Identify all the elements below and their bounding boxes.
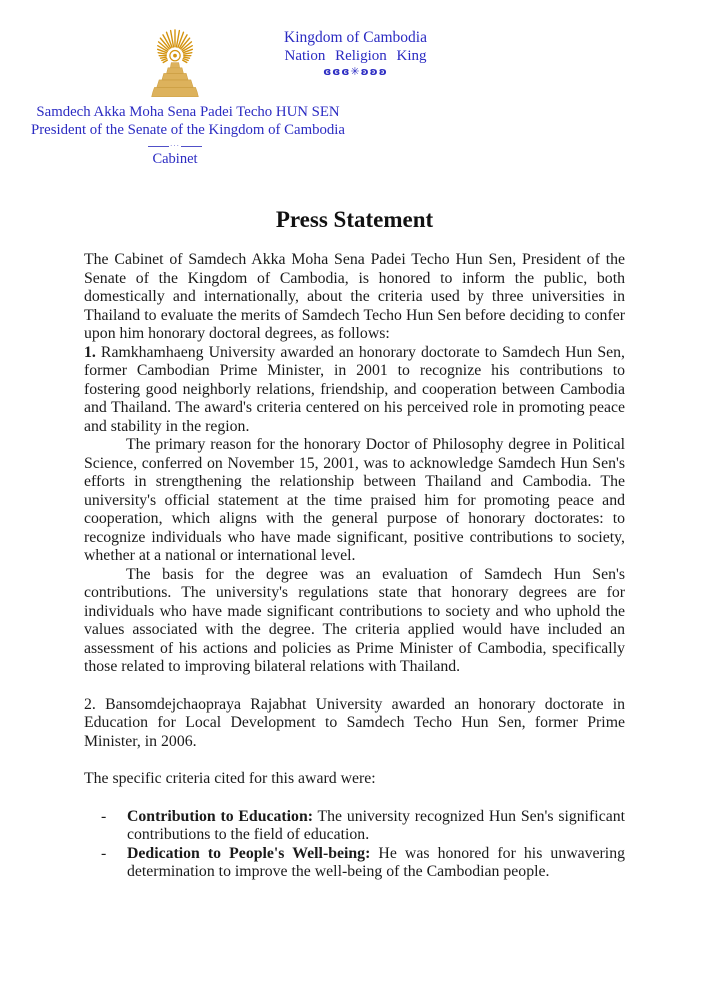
point-1-number: 1. bbox=[84, 343, 96, 361]
paragraph-point-1-detail-2: The basis for the degree was an evaluation of Samdech Hun Sen's contributions. The university's regulations state that honorary degrees are for individuals who have made significant contributions to society and who uphold the values associated with the degree. The criteria applied would have included an assessment of his actions and policies as Prime Minister of Cambodia, specifically those related to improving bilateral relations with Thailand. bbox=[84, 565, 625, 675]
list-item bbox=[101, 808, 625, 845]
kingdom-block bbox=[0, 29, 711, 78]
bullet-label: Dedication to People's Well-being: bbox=[127, 844, 371, 862]
bullet-marker: - bbox=[101, 807, 107, 825]
bullet-text: He was honored for his unwavering determination to improve the well-being of the Cambodian people. bbox=[127, 844, 625, 880]
official-name-block bbox=[20, 104, 356, 139]
letterhead bbox=[0, 0, 711, 180]
nation-religion-king-text: Nation Religion King bbox=[284, 48, 427, 64]
paragraph-point-1-detail-1: The primary reason for the honorary Doctor of Philosophy degree in Political Science, conferred on November 15, 2001, was to acknowledge Samdech Hun Sen's efforts in strengthening the relationship between Thailand and Cambodia. The university's official statement at the time praised him for promoting peace and cooperation, which aligns with the general purpose of honorary doctorates: to recognize individuals who have made significant, positive contributions to society, whether at a national or international level. bbox=[84, 436, 625, 564]
divider-dots-icon bbox=[169, 144, 181, 148]
cabinet-label: Cabinet bbox=[152, 151, 198, 167]
document-body bbox=[84, 206, 625, 882]
paragraph-point-2: 2. Bansomdejchaopraya Rajabhat University awarded an honorary doctorate in Education for Local Development to Samdech Techo Hun Sen, former Prime Minister, in 2006. bbox=[84, 695, 625, 750]
official-title-text: President of the Senate of the Kingdom of Cambodia bbox=[31, 121, 345, 138]
divider-line bbox=[148, 146, 169, 147]
cabinet-divider bbox=[148, 144, 202, 148]
divider-line bbox=[181, 146, 202, 147]
page-title: Press Statement bbox=[275, 207, 434, 232]
official-name-text: Samdech Akka Moha Sena Padei Techo HUN SEN bbox=[36, 104, 340, 120]
criteria-list bbox=[101, 808, 625, 882]
bullet-content bbox=[127, 845, 625, 882]
bullet-content bbox=[127, 808, 625, 845]
paragraph-intro: The Cabinet of Samdech Akka Moha Sena Padei Techo Hun Sen, President of the Senate of the Kingdom of Cambodia, is honored to inform the public, both domestically and internationally, about the criteria used by three universities in Thailand to evaluate the merits of Samdech Techo Hun Sen before deciding to confer upon him honorary doctoral degrees, as follows: bbox=[84, 251, 625, 342]
bullet-marker: - bbox=[101, 844, 107, 862]
kingdom-of-cambodia-text: Kingdom of Cambodia bbox=[284, 29, 427, 46]
khmer-ornament-icon: ɞɞɞ✳ʚʚʚ bbox=[323, 65, 388, 78]
list-item bbox=[101, 845, 625, 882]
paragraph-criteria-intro: The specific criteria cited for this award were: bbox=[84, 770, 376, 787]
paragraph-point-1 bbox=[84, 344, 625, 437]
point-1-text: Ramkhamhaeng University awarded an honorary doctorate to Samdech Hun Sen, former Cambodian Prime Minister, in 2001 to recognize his contributions to fostering good neighborly relations, friendship, and cooperation between Cambodia and Thailand. The award's criteria centered on his perceived role in promoting peace and stability in the region. bbox=[84, 343, 625, 435]
bullet-label: Contribution to Education: bbox=[127, 807, 313, 825]
bullet-text: The university recognized Hun Sen's significant contributions to the field of education. bbox=[127, 807, 626, 843]
